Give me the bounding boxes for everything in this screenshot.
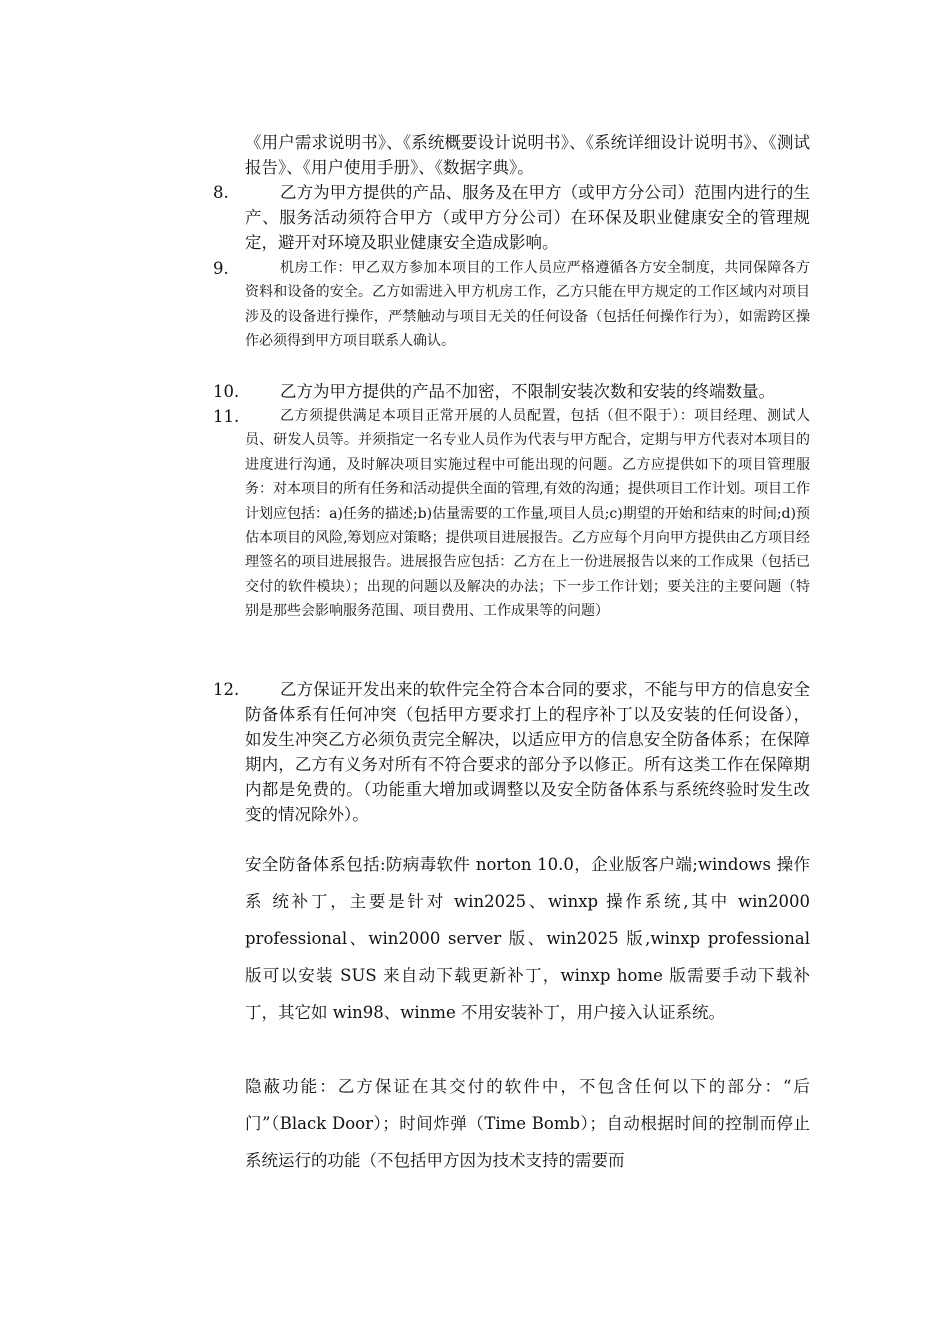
item-number: 12. xyxy=(213,680,240,699)
hidden-function-paragraph: 隐蔽功能：乙方保证在其交付的软件中，不包含任何以下的部分：“后门”（Black Door）；时间炸弹（Time Bomb）；自动根据时间的控制而停止系统运行的功能（不包括甲方因为技术支持的需要而 xyxy=(245,1077,810,1170)
item-number: 9. xyxy=(213,259,229,278)
item-text: 乙方为甲方提供的产品不加密，不限制安装次数和安装的终端数量。 xyxy=(280,382,775,401)
item-number: 10. xyxy=(213,382,240,401)
security-system-paragraph: 安全防备体系包括:防病毒软件 norton 10.0，企业版客户端;windows 操作系 统补丁，主要是针对 win2025、winxp 操作系统,其中 win2000 professional、win2000 server 版、win2025 版,winxp professional 版可以安装 SUS 来自动下载更新补丁，winxp home 版需要手动下载补丁，其它如 win98、winme 不用安装补丁，用户接入认证系统。 xyxy=(245,855,810,1022)
item-number: 11. xyxy=(213,407,240,426)
item-text: 乙方须提供满足本项目正常开展的人员配置，包括（但不限于）：项目经理、测试人员、研发人员等。并须指定一名专业人员作为代表与甲方配合，定期与甲方代表对本项目的进度进行沟通，及时解决项目实施过程中可能出现的问题。乙方应提供如下的项目管理服务：对本项目的所有任务和活动提供全面的管理,有效的沟通；提供项目工作计划。项目工作计划应包括：a)任务的描述;b)估量需要的工作量,项目人员;c)期望的开始和结束的时间;d)预估本项目的风险,筹划应对策略；提供项目进展报告。乙方应每个月向甲方提供由乙方项目经理签名的项目进展报告。进展报告应包括：乙方在上一份进展报告以来的工作成果（包括已交付的软件模块）；出现的问题以及解决的办法；下一步工作计划；要关注的主要问题（特别是那些会影响服务范围、项目费用、工作成果等的问题） xyxy=(245,408,810,620)
item-text: 乙方为甲方提供的产品、服务及在甲方（或甲方分公司）范围内进行的生产、服务活动须符合甲方（或甲方分公司）在环保及职业健康安全的管理规定，避开对环境及职业健康安全造成影响。 xyxy=(245,183,810,252)
item-text: 机房工作：甲乙双方参加本项目的工作人员应严格遵循各方安全制度，共同保障各方资料和设备的安全。乙方如需进入甲方机房工作，乙方只能在甲方规定的工作区域内对项目涉及的设备进行操作，严禁触动与项目无关的任何设备（包括任何操作行为），如需跨区操作必须得到甲方项目联系人确认。 xyxy=(245,260,810,350)
item-number: 8. xyxy=(213,183,229,202)
item-text: 乙方保证开发出来的软件完全符合本合同的要求，不能与甲方的信息安全防备体系有任何冲突（包括甲方要求打上的程序补丁以及安装的任何设备），如发生冲突乙方必须负责完全解决，以适应甲方的信息安全防备体系；在保障期内，乙方有义务对所有不符合要求的部分予以修正。所有这类工作在保障期内都是免费的。（功能重大增加或调整以及安全防备体系与系统终验时发生改变的情况除外）。 xyxy=(245,680,810,824)
continuation-paragraph: 《用户需求说明书》、《系统概要设计说明书》、《系统详细设计说明书》、《测试报告》、《用户使用手册》、《数据字典》。 xyxy=(245,133,810,177)
